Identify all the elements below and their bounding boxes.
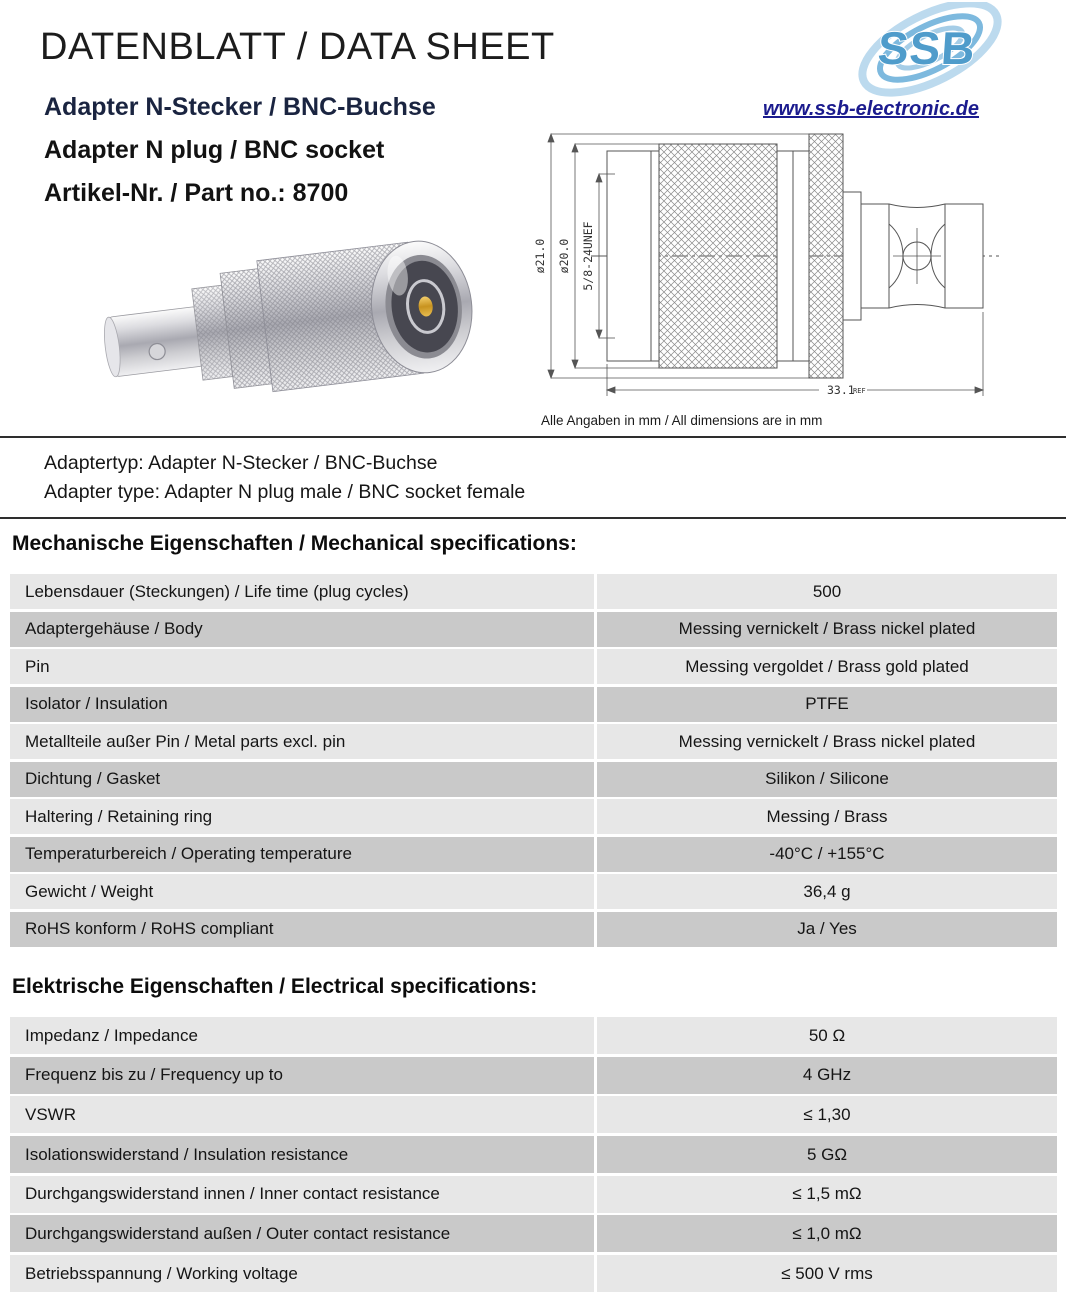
- spec-value: 50 Ω: [597, 1017, 1057, 1054]
- ssb-logo: [852, 2, 1008, 98]
- adapter-type-english: Adapter type: Adapter N plug male / BNC socket female: [44, 481, 526, 503]
- product-photo: [92, 208, 507, 426]
- spec-value: Silikon / Silicone: [597, 762, 1057, 797]
- divider-bottom: [0, 517, 1066, 519]
- subtitle-german: Adapter N-Stecker / BNC-Buchse: [44, 93, 436, 121]
- dimension-label-mid-diameter: ø20.0: [557, 238, 571, 274]
- spec-label: Durchgangswiderstand innen / Inner contact resistance: [10, 1176, 594, 1213]
- spec-value: ≤ 1,30: [597, 1096, 1057, 1133]
- spec-label: Durchgangswiderstand außen / Outer contact resistance: [10, 1215, 594, 1252]
- spec-label: Frequenz bis zu / Frequency up to: [10, 1057, 594, 1094]
- table-row: [10, 649, 1057, 684]
- spec-value: -40°C / +155°C: [597, 837, 1057, 872]
- spec-value: 5 GΩ: [597, 1136, 1057, 1173]
- spec-label: Impedanz / Impedance: [10, 1017, 594, 1054]
- dimension-label-outer-diameter: ø21.0: [533, 238, 547, 274]
- website-link[interactable]: www.ssb-electronic.de: [763, 98, 979, 120]
- table-row: [10, 1136, 1057, 1173]
- part-number-line: Artikel-Nr. / Part no.: 8700: [44, 179, 349, 207]
- technical-drawing-image: [531, 124, 1005, 408]
- page-title: DATENBLATT / DATA SHEET: [40, 26, 555, 68]
- spec-label: Gewicht / Weight: [10, 874, 594, 909]
- dimension-label-length: 33.1: [827, 383, 855, 397]
- table-row: [10, 612, 1057, 647]
- table-row: [10, 724, 1057, 759]
- spec-label: VSWR: [10, 1096, 594, 1133]
- table-row: [10, 1255, 1057, 1292]
- spec-value: ≤ 500 V rms: [597, 1255, 1057, 1292]
- table-row: [10, 687, 1057, 722]
- subtitle-english: Adapter N plug / BNC socket: [44, 136, 385, 164]
- mechanical-table: [10, 574, 1057, 949]
- spec-label: Betriebsspannung / Working voltage: [10, 1255, 594, 1292]
- adapter-type-block: [44, 449, 525, 507]
- spec-label: Adaptergehäuse / Body: [10, 612, 594, 647]
- spec-value: ≤ 1,0 mΩ: [597, 1215, 1057, 1252]
- spec-value: PTFE: [597, 687, 1057, 722]
- spec-label: Dichtung / Gasket: [10, 762, 594, 797]
- table-row: [10, 799, 1057, 834]
- spec-value: 500: [597, 574, 1057, 609]
- divider-top: [0, 436, 1066, 438]
- table-row: [10, 1017, 1057, 1054]
- spec-value: Messing vernickelt / Brass nickel plated: [597, 724, 1057, 759]
- spec-label: RoHS konform / RoHS compliant: [10, 912, 594, 947]
- spec-value: 4 GHz: [597, 1057, 1057, 1094]
- table-row: [10, 762, 1057, 797]
- spec-value: ≤ 1,5 mΩ: [597, 1176, 1057, 1213]
- table-row: [10, 912, 1057, 947]
- dimension-label-length-ref: REF: [853, 387, 866, 395]
- spec-value: Ja / Yes: [597, 912, 1057, 947]
- spec-value: 36,4 g: [597, 874, 1057, 909]
- spec-value: Messing / Brass: [597, 799, 1057, 834]
- table-row: [10, 874, 1057, 909]
- table-row: [10, 1215, 1057, 1252]
- table-row: [10, 1176, 1057, 1213]
- spec-label: Temperaturbereich / Operating temperature: [10, 837, 594, 872]
- ssb-logo-text: SSB: [876, 22, 978, 74]
- drawing-caption: Alle Angaben in mm / All dimensions are in mm: [541, 413, 823, 428]
- spec-label: Haltering / Retaining ring: [10, 799, 594, 834]
- table-row: [10, 574, 1057, 609]
- table-row: [10, 837, 1057, 872]
- spec-label: Isolationswiderstand / Insulation resistance: [10, 1136, 594, 1173]
- adapter-photo-image: [92, 208, 507, 426]
- table-row: [10, 1096, 1057, 1133]
- electrical-table: [10, 1017, 1057, 1295]
- spec-value: Messing vernickelt / Brass nickel plated: [597, 612, 1057, 647]
- table-row: [10, 1057, 1057, 1094]
- spec-label: Metallteile außer Pin / Metal parts excl. pin: [10, 724, 594, 759]
- spec-value: Messing vergoldet / Brass gold plated: [597, 649, 1057, 684]
- section-heading-electrical: Elektrische Eigenschaften / Electrical specifications:: [12, 975, 538, 998]
- dimension-label-thread: 5/8-24UNEF: [581, 221, 595, 291]
- technical-drawing: [531, 124, 1005, 408]
- spec-label: Pin: [10, 649, 594, 684]
- ssb-logo-icon: [852, 2, 1008, 98]
- adapter-type-german: Adaptertyp: Adapter N-Stecker / BNC-Buchse: [44, 452, 438, 474]
- spec-label: Isolator / Insulation: [10, 687, 594, 722]
- subtitle-block: [44, 86, 436, 215]
- section-heading-mechanical: Mechanische Eigenschaften / Mechanical specifications:: [12, 532, 577, 555]
- spec-label: Lebensdauer (Steckungen) / Life time (plug cycles): [10, 574, 594, 609]
